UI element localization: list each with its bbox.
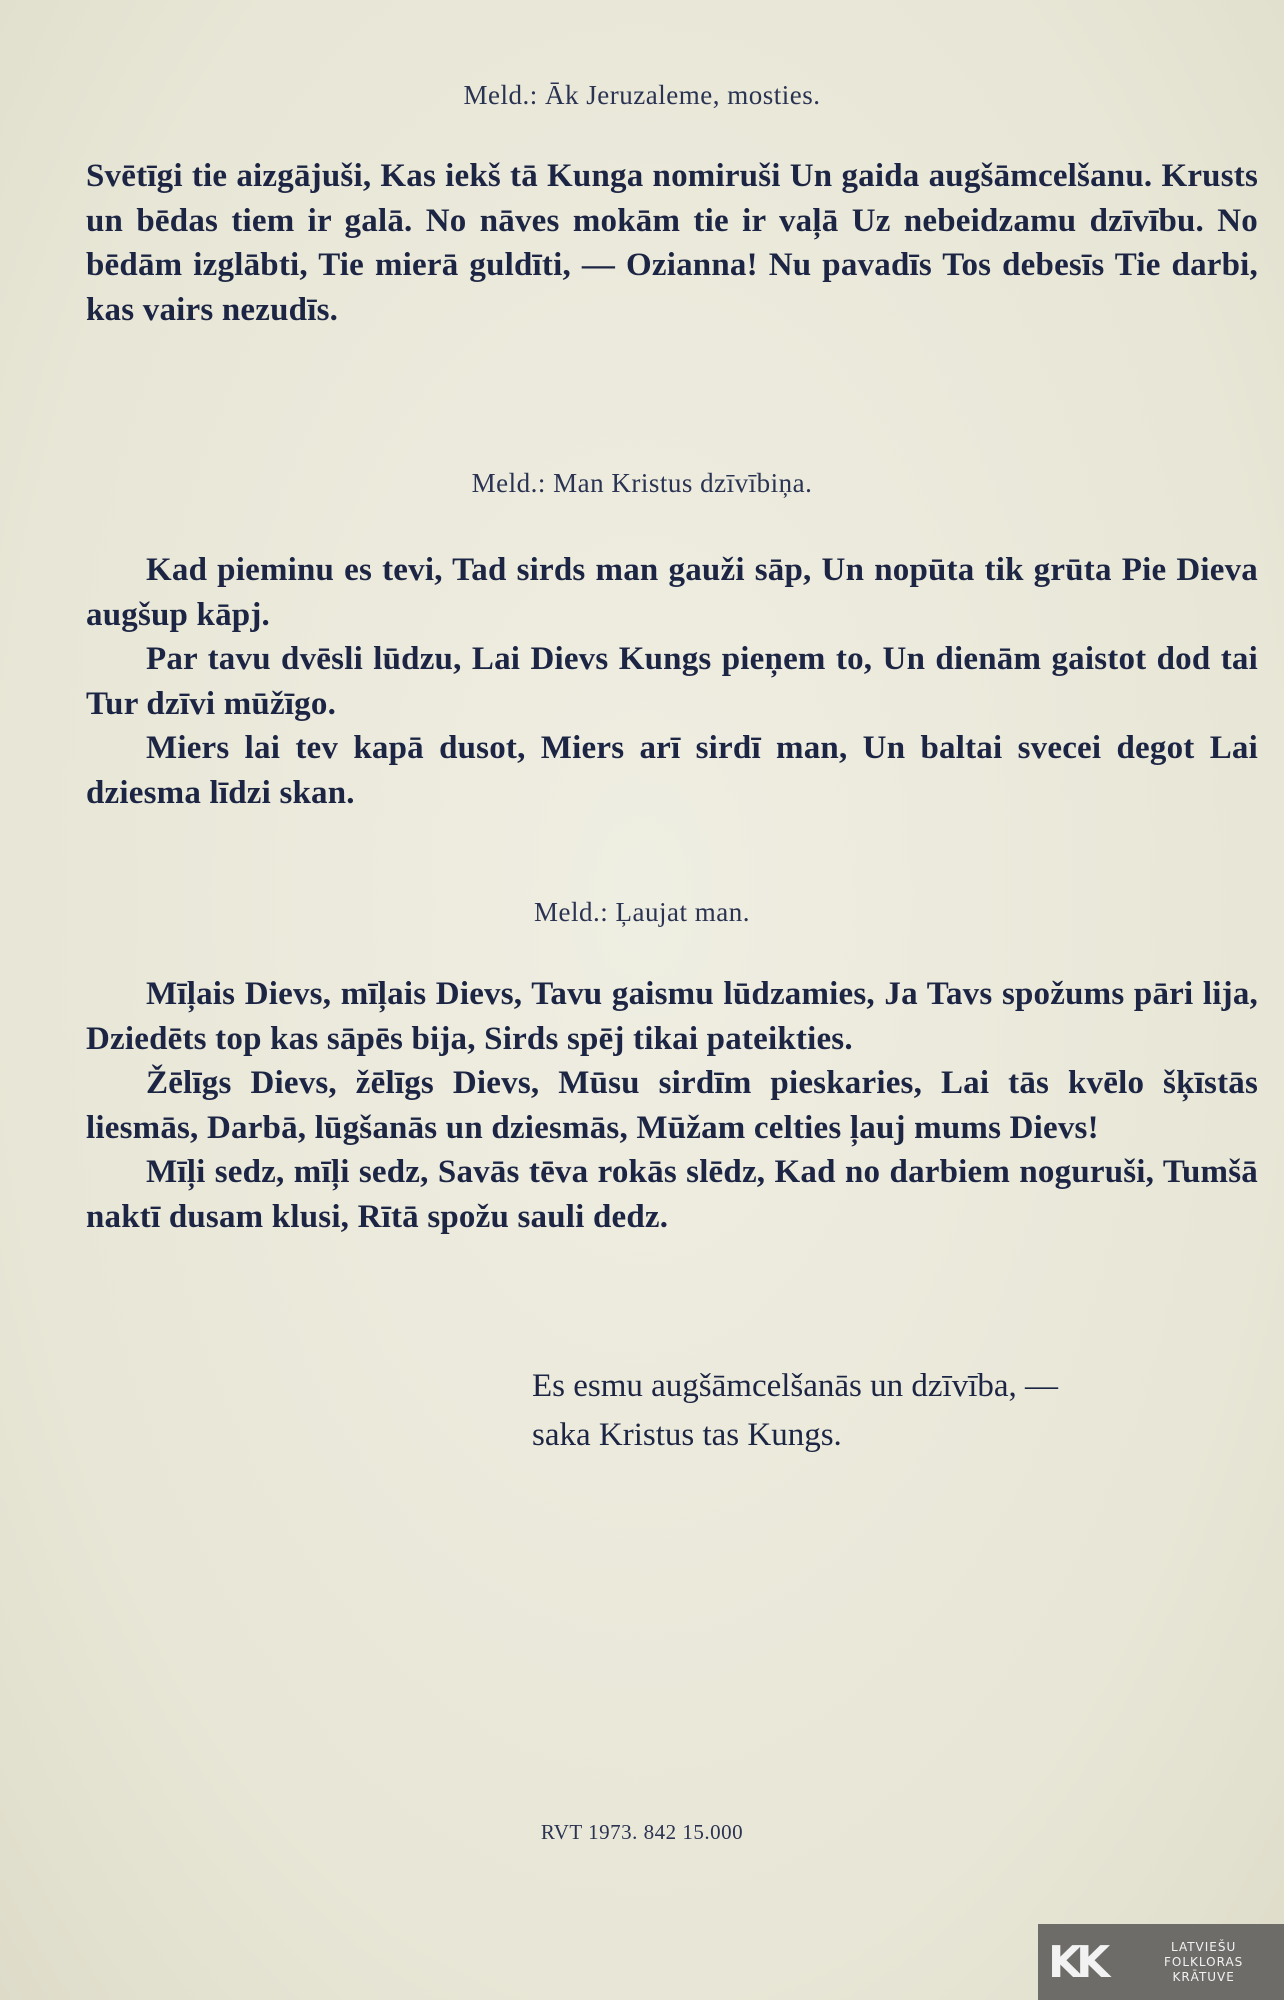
hymn-stanza: Svētīgi tie aizgājuši, Kas iekš tā Kunga nomiruši Un gaida augšāmcelšanu. Krusts un bēdas tiem ir galā. No nāves mokām tie ir vaļā Uz nebeidzamu dzīvību. No bēdām izglābti, Tie mierā guldīti, — Ozianna! Nu pavadīs Tos debesīs Tie darbi, kas vairs nezudīs. bbox=[86, 158, 1258, 328]
melody-line: Meld.: Man Kristus dzīvībiņa. bbox=[471, 468, 813, 498]
hymn-stanza: Žēlīgs Dievs, žēlīgs Dievs, Mūsu sirdīm pieskaries, Lai tās kvēlo šķīstās liesmās, Darbā, lūgšanās un dziesmās, Mūžam celties ļauj mums Dievs! bbox=[86, 1065, 1258, 1146]
archive-logo-line: KRĀTUVE bbox=[1172, 1969, 1235, 1984]
melody-line: Meld.: Ļaujat man. bbox=[534, 897, 750, 927]
hymn-text bbox=[86, 548, 1258, 815]
hymn-stanza: Par tavu dvēsli lūdzu, Lai Dievs Kungs pieņem to, Un dienām gaistot dod tai Tur dzīvi mūžīgo. bbox=[86, 641, 1258, 722]
archive-logo-line: FOLKLORAS bbox=[1164, 1954, 1244, 1969]
melody-line: Meld.: Āk Jeruzaleme, mosties. bbox=[463, 80, 821, 110]
hymn-text bbox=[86, 154, 1258, 332]
hymn-text bbox=[86, 972, 1258, 1239]
archive-logo-line: LATVIEŠU bbox=[1170, 1939, 1237, 1954]
print-imprint: RVT 1973. 842 15.000 bbox=[540, 1820, 744, 1844]
archive-logo-mark: KK bbox=[1048, 1936, 1105, 1988]
closing-quote bbox=[532, 1362, 1252, 1460]
archive-logo bbox=[1038, 1924, 1284, 2000]
hymn-stanza: Mīļais Dievs, mīļais Dievs, Tavu gaismu lūdzamies, Ja Tavs spožums pāri lija, Dziedēts top kas sāpēs bija, Sirds spēj tikai pateikties. bbox=[86, 976, 1258, 1057]
hymn-stanza: Mīļi sedz, mīļi sedz, Savās tēva rokās slēdz, Kad no darbiem noguruši, Tumšā naktī dusam klusi, Rītā spožu sauli dedz. bbox=[86, 1154, 1258, 1235]
archive-logo-wordmark bbox=[1164, 1940, 1243, 1985]
hymn-stanza: Miers lai tev kapā dusot, Miers arī sirdī man, Un baltai svecei degot Lai dziesma līdzi skan. bbox=[86, 730, 1258, 811]
closing-quote-line: Es esmu augšāmcelšanās un dzīvība, — bbox=[532, 1368, 1059, 1404]
closing-quote-attribution: saka Kristus tas Kungs. bbox=[532, 1417, 842, 1453]
hymn-stanza: Kad pieminu es tevi, Tad sirds man gauži sāp, Un nopūta tik grūta Pie Dieva augšup kāpj. bbox=[86, 552, 1258, 633]
